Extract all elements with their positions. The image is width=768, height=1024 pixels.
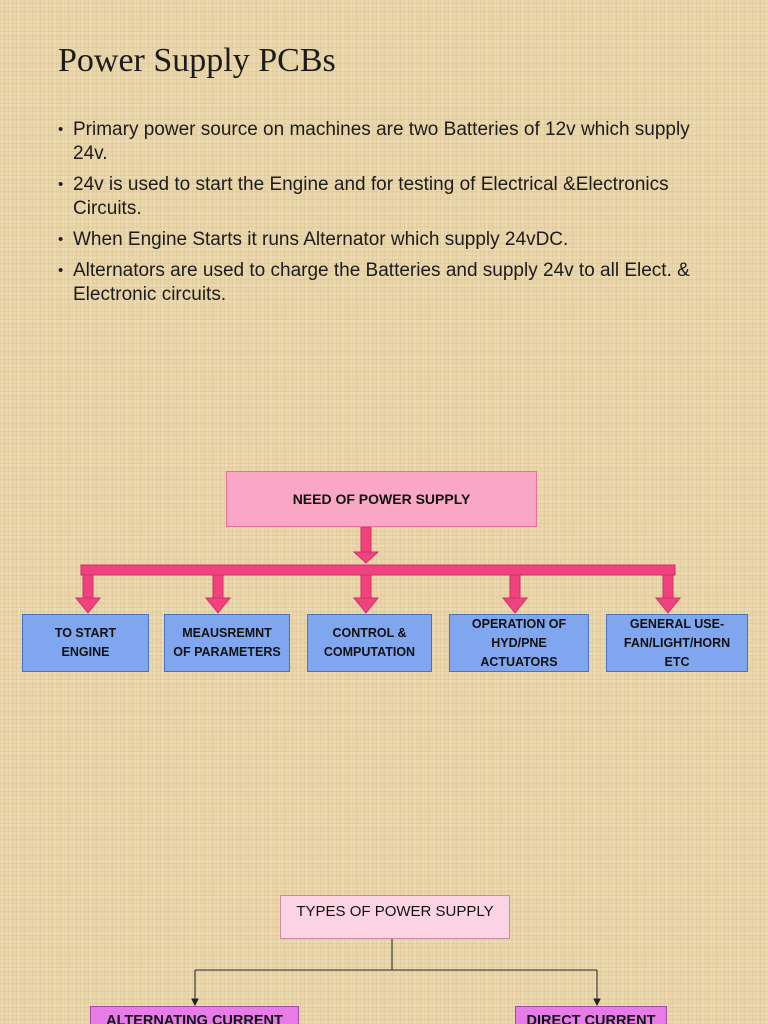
box-line: GENERAL USE- bbox=[629, 616, 725, 631]
types-root-label: TYPES OF POWER SUPPLY bbox=[296, 903, 494, 920]
bullet-dot: • bbox=[58, 121, 64, 138]
start-engine-box bbox=[22, 614, 149, 672]
branch-stem-1 bbox=[83, 575, 93, 599]
measurement-box bbox=[164, 614, 290, 672]
box-line: FAN/LIGHT/HORN bbox=[623, 635, 731, 650]
branch-stem-2 bbox=[213, 575, 223, 599]
box-line: HYD/PNE bbox=[491, 635, 547, 650]
bullet-item bbox=[58, 228, 698, 252]
box-line: TO START bbox=[54, 626, 117, 640]
branch-arrowhead-3 bbox=[354, 598, 378, 613]
ac-label: ALTERNATING CURRENT bbox=[106, 1013, 283, 1024]
dc-label: DIRECT CURRENT bbox=[526, 1013, 656, 1024]
bullet-dot: • bbox=[58, 262, 64, 279]
branch-arrowhead-2 bbox=[206, 598, 230, 613]
branch-arrowhead-1 bbox=[76, 598, 100, 613]
branch-stem-5 bbox=[663, 575, 673, 599]
types-right-arrowhead bbox=[594, 999, 600, 1005]
box-line: CONTROL & bbox=[332, 626, 407, 640]
branch-stem-4 bbox=[510, 575, 520, 599]
box-line: MEAUSREMNT bbox=[182, 626, 272, 640]
branch-arrowhead-5 bbox=[656, 598, 680, 613]
branch-arrowhead-4 bbox=[503, 598, 527, 613]
slide-title: Power Supply PCBs bbox=[58, 42, 336, 79]
root-stem bbox=[361, 527, 371, 553]
bullet-item bbox=[58, 259, 698, 307]
bullet-text: When Engine Starts it runs Alternator which supply 24vDC. bbox=[73, 229, 569, 250]
horizontal-bar bbox=[81, 565, 675, 575]
actuators-box bbox=[449, 614, 589, 672]
general-use-box bbox=[606, 614, 748, 672]
root-arrowhead bbox=[354, 552, 378, 563]
bullet-text: Primary power source on machines are two Batteries of 12v which supply 24v. bbox=[73, 119, 690, 164]
types-of-power-supply-box bbox=[280, 895, 510, 939]
direct-current-box bbox=[515, 1006, 667, 1024]
need-of-power-supply-box bbox=[226, 471, 537, 527]
bullet-text: 24v is used to start the Engine and for testing of Electrical &Electronics Circuits. bbox=[73, 174, 669, 219]
box-line: ACTUATORS bbox=[480, 654, 558, 669]
bullet-text: Alternators are used to charge the Batteries and supply 24v to all Elect. & Electronic circuits. bbox=[73, 260, 690, 305]
alternating-current-box bbox=[90, 1006, 299, 1024]
bullet-item bbox=[58, 118, 698, 166]
box-line: ETC bbox=[664, 654, 690, 669]
bullet-list bbox=[58, 118, 698, 314]
control-computation-box bbox=[307, 614, 432, 672]
branch-stem-3 bbox=[361, 575, 371, 599]
need-connector-arrows bbox=[76, 527, 680, 613]
box-line: OF PARAMETERS bbox=[173, 645, 281, 659]
box-line: OPERATION OF bbox=[471, 616, 567, 631]
types-connector-lines bbox=[192, 939, 600, 1005]
types-left-arrowhead bbox=[192, 999, 198, 1005]
need-root-label: NEED OF POWER SUPPLY bbox=[292, 491, 471, 507]
box-line: COMPUTATION bbox=[323, 645, 416, 659]
box-line: ENGINE bbox=[61, 645, 110, 659]
bullet-dot: • bbox=[58, 176, 64, 193]
bullet-dot: • bbox=[58, 231, 64, 248]
bullet-item bbox=[58, 173, 698, 221]
